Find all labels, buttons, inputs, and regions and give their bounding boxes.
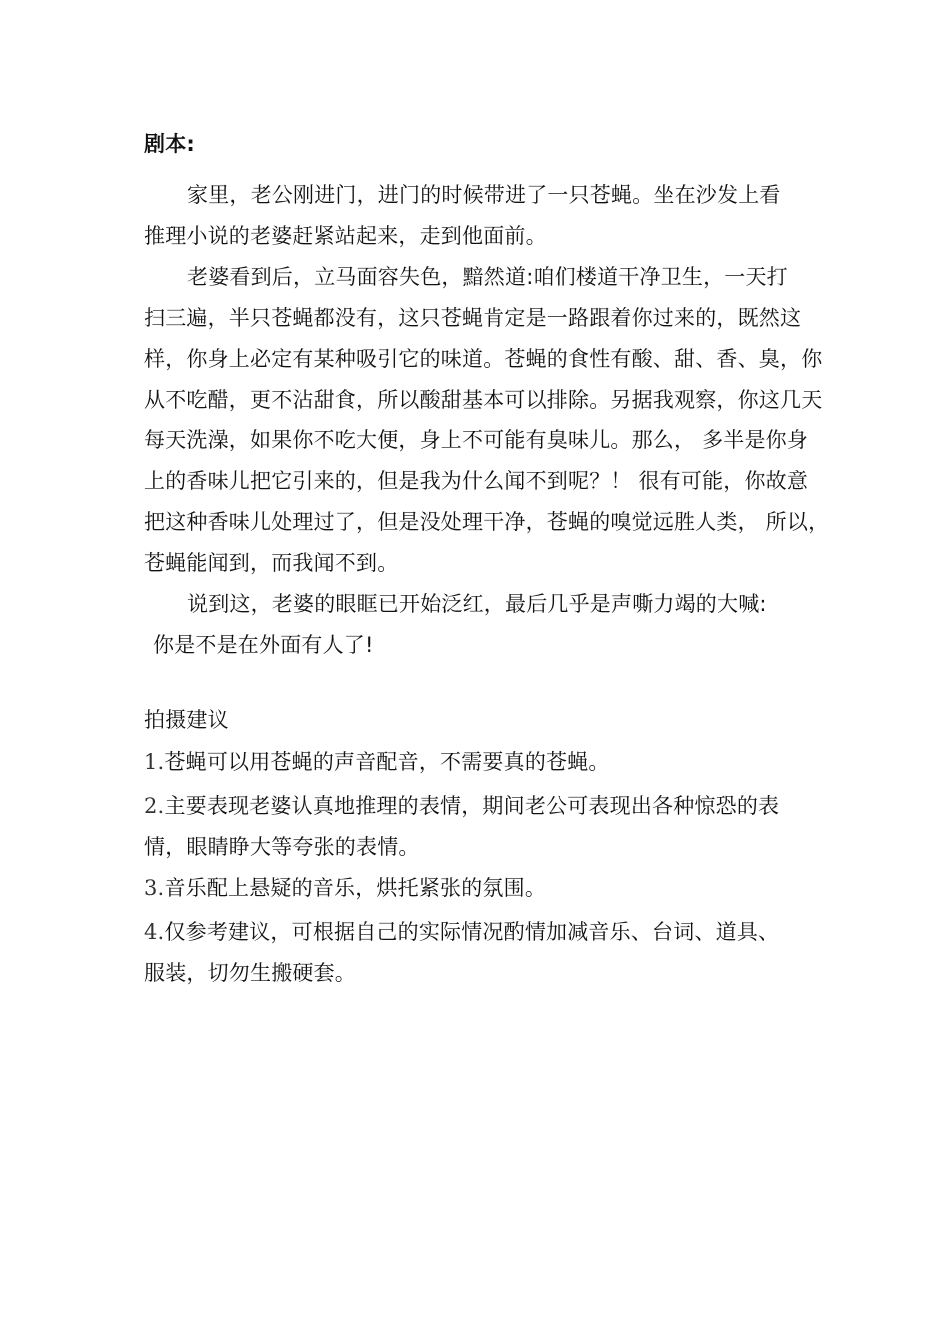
script-heading: 剧本: [144, 132, 195, 156]
suggestion-number: 3. [144, 876, 165, 900]
suggestion-text: 主要表现老婆认真地推理的表情，期间老公可表现出各种惊恐的表 [164, 794, 780, 818]
script-paragraph-1-line-2: 推理小说的老婆赶紧站起来，走到他面前。 [144, 224, 547, 248]
script-paragraph-3-line-2: 你是不是在外面有人了! [153, 633, 374, 657]
suggestion-item-2-line-2: 情，眼睛睁大等夸张的表情。 [144, 835, 420, 859]
script-paragraph-2-line-3: 样，你身上必定有某种吸引它的味道。苍蝇的食性有酸、甜、香、臭，你 [144, 347, 823, 371]
script-paragraph-2-line-5: 每天洗澡，如果你不吃大便，身上不可能有臭味儿。那么， 多半是你身 [144, 428, 809, 452]
suggestion-number: 1. [144, 750, 165, 774]
script-paragraph-2-line-4: 从不吃醋，更不沾甜食，所以酸甜基本可以排除。另据我观察，你这几天 [144, 388, 823, 412]
script-paragraph-1-line-1: 家里，老公刚进门，进门的时候带进了一只苍蝇。坐在沙发上看 [187, 183, 781, 207]
suggestion-number: 4. [144, 920, 165, 944]
suggestion-text: 仅参考建议，可根据自己的实际情况酌情加减音乐、台词、道具、 [164, 920, 780, 944]
script-paragraph-3-line-1: 说到这，老婆的眼眶已开始泛红，最后几乎是声嘶力竭的大喊: [187, 592, 767, 616]
suggestion-text: 音乐配上悬疑的音乐，烘托紧张的氛围。 [164, 876, 547, 900]
script-paragraph-2-line-2: 扫三遍，半只苍蝇都没有，这只苍蝇肯定是一路跟着你过来的，既然这 [144, 306, 802, 330]
suggestion-text: 苍蝇可以用苍蝇的声音配音，不需要真的苍蝇。 [164, 750, 610, 774]
suggestion-item-3 [144, 874, 546, 902]
script-paragraph-2-line-7: 把这种香味儿处理过了，但是没处理干净，苍蝇的嗅觉远胜人类， 所以， [144, 510, 830, 534]
suggestion-item-4 [144, 918, 779, 946]
suggestion-item-2 [144, 792, 779, 820]
script-paragraph-2-line-8: 苍蝇能闻到，而我闻不到。 [144, 551, 399, 575]
suggestion-number: 2. [144, 794, 165, 818]
suggestions-heading: 拍摄建议 [144, 708, 229, 732]
suggestion-item-1 [144, 748, 610, 776]
script-paragraph-2-line-1: 老婆看到后，立马面容失色，黯然道:咱们楼道干净卫生，一天打 [187, 265, 788, 289]
suggestion-item-4-line-2: 服装，切勿生搬硬套。 [144, 961, 356, 985]
script-paragraph-2-line-6: 上的香味儿把它引来的，但是我为什么闻不到呢？！ 很有可能，你故意 [144, 469, 809, 493]
